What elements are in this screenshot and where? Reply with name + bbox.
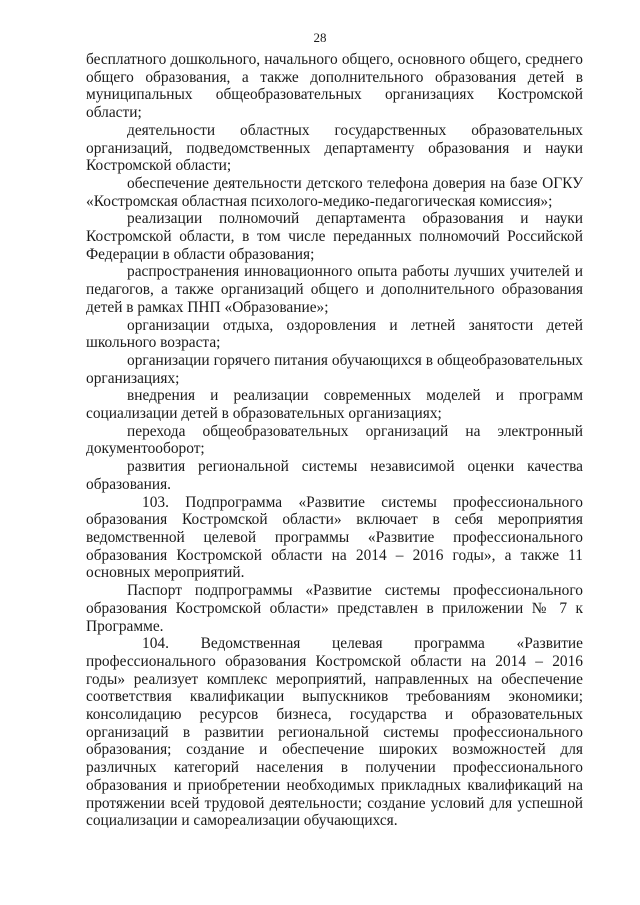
paragraph-5: распространения инновационного опыта работы лучших учителей и педагогов, а также организаций общего и дополнительного образования детей в рамках ПНП «Образование»; <box>86 263 583 316</box>
paragraph-11: 103. Подпрограмма «Развитие системы профессионального образования Костромской области» включает в себя мероприятия ведомственной целевой программы «Развитие профессионального образования Костромской области на 2014 – 2016 годы», а также 11 основных мероприятий. <box>86 493 583 582</box>
paragraph-1: бесплатного дошкольного, начального общего, основного общего, среднего общего образования, а также дополнительного образования детей в муниципальных общеобразовательных организациях Костромской области; <box>86 51 583 122</box>
paragraph-2: деятельности областных государственных образовательных организаций, подведомственных департаменту образования и науки Костромской области; <box>86 121 583 175</box>
paragraph-10: развития региональной системы независимой оценки качества образования. <box>86 458 583 493</box>
body-text <box>86 51 583 830</box>
paragraph-13: 104. Ведомственная целевая программа «Развитие профессионального образования Костромской области на 2014 – 2016 годы» реализует комплекс мероприятий, направленных на обеспечение соответствия квалификации выпускников требованиям экономики; консолидацию ресурсов бизнеса, государства и образовательных организаций в развитии региональной системы профессионального образования; создание и обеспечение широких возможностей для различных категорий населения в получении профессионального образования и приобретении необходимых прикладных квалификаций на протяжении всей трудовой деятельности; создание условий для успешной социализации и самореализации обучающихся. <box>86 635 583 830</box>
paragraph-3: обеспечение деятельности детского телефона доверия на базе ОГКУ «Костромская областная психолого-медико-педагогическая комиссия»; <box>86 174 583 210</box>
paragraph-7: организации горячего питания обучающихся в общеобразовательных организациях; <box>86 351 583 387</box>
paragraph-9: перехода общеобразовательных организаций на электронный документооборот; <box>86 422 583 458</box>
paragraph-12: Паспорт подпрограммы «Развитие системы профессионального образования Костромской области» представлен в приложении № 7 к Программе. <box>86 582 583 635</box>
page-number: 28 <box>313 30 327 45</box>
paragraph-4: реализации полномочий департамента образования и науки Костромской области, в том числе переданных полномочий Российской Федерации в области образования; <box>86 210 583 263</box>
paragraph-8: внедрения и реализации современных моделей и программ социализации детей в образовательных организациях; <box>86 387 583 423</box>
paragraph-6: организации отдыха, оздоровления и летней занятости детей школьного возраста; <box>86 316 583 352</box>
